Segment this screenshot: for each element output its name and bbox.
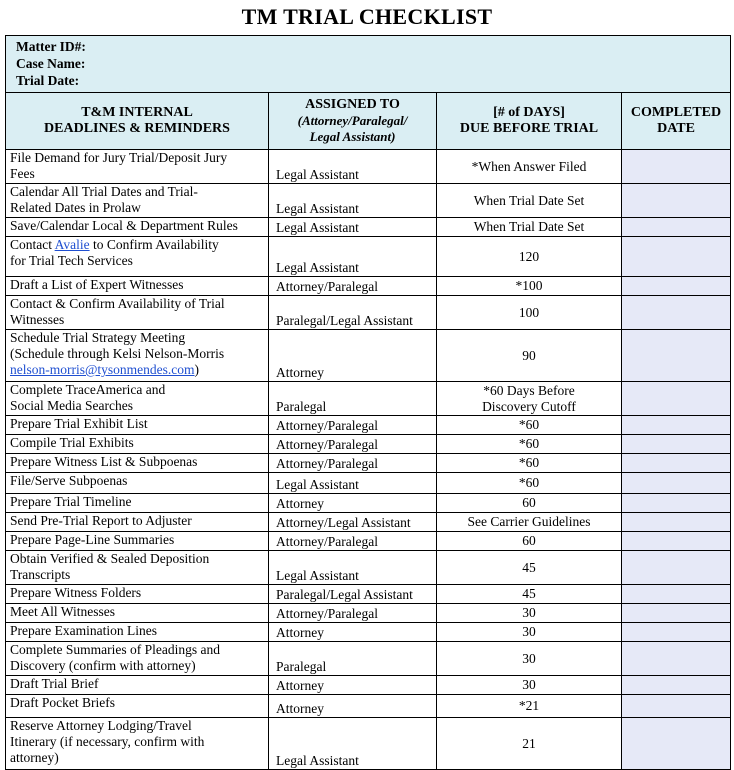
header-deadlines: T&M INTERNAL DEADLINES & REMINDERS <box>6 93 269 150</box>
task-cell <box>6 454 269 473</box>
task-cell <box>6 604 269 623</box>
completed-date-field[interactable] <box>622 237 731 277</box>
table-row <box>6 513 731 532</box>
task-cell <box>6 585 269 604</box>
days-due-cell: See Carrier Guidelines <box>437 513 622 532</box>
assigned-to-cell: Legal Assistant <box>269 551 437 585</box>
matter-id-label: Matter ID#: <box>16 39 86 54</box>
table-row <box>6 296 731 330</box>
assigned-to-cell: Paralegal <box>269 382 437 416</box>
matter-info-row <box>6 36 731 93</box>
assigned-to-cell: Legal Assistant <box>269 150 437 184</box>
assigned-to-cell: Attorney/Paralegal <box>269 416 437 435</box>
header-assigned-to: ASSIGNED TO (Attorney/Paralegal/ Legal Assistant) <box>269 93 437 150</box>
assigned-to-cell: Legal Assistant <box>269 184 437 218</box>
task-cell <box>6 676 269 695</box>
task-cell <box>6 718 269 770</box>
table-row <box>6 642 731 676</box>
case-name-label: Case Name: <box>16 56 86 71</box>
completed-date-field[interactable] <box>622 296 731 330</box>
completed-date-field[interactable] <box>622 551 731 585</box>
table-row <box>6 551 731 585</box>
table-row <box>6 150 731 184</box>
table-row <box>6 695 731 718</box>
days-due-cell: *60 Days Before Discovery Cutoff <box>437 382 622 416</box>
table-row <box>6 237 731 277</box>
task-cell <box>6 296 269 330</box>
header-days-due: [# of DAYS] DUE BEFORE TRIAL <box>437 93 622 150</box>
task-cell <box>6 473 269 494</box>
task-label: File Demand for Jury Trial/Deposit Jury <box>10 150 228 165</box>
checklist-table <box>5 35 731 770</box>
table-row <box>6 532 731 551</box>
days-due-cell: 100 <box>437 296 622 330</box>
assigned-to-cell: Attorney <box>269 330 437 382</box>
days-due-cell: *60 <box>437 435 622 454</box>
matter-info <box>6 36 731 93</box>
completed-date-field[interactable] <box>622 277 731 296</box>
task-label: Prepare Witness Folders <box>10 585 142 600</box>
completed-date-field[interactable] <box>622 513 731 532</box>
task-cell <box>6 494 269 513</box>
days-due-cell: 30 <box>437 623 622 642</box>
task-label: Social Media Searches <box>10 398 133 413</box>
table-row <box>6 184 731 218</box>
completed-date-field[interactable] <box>622 454 731 473</box>
task-cell <box>6 551 269 585</box>
task-cell <box>6 513 269 532</box>
table-row <box>6 435 731 454</box>
task-cell <box>6 532 269 551</box>
email-link[interactable]: nelson-morris@tysonmendes.com <box>10 362 195 377</box>
task-label: Send Pre-Trial Report to Adjuster <box>10 513 192 528</box>
task-cell <box>6 150 269 184</box>
trial-date-label: Trial Date: <box>16 73 80 88</box>
days-due-cell: 60 <box>437 494 622 513</box>
completed-date-field[interactable] <box>622 382 731 416</box>
days-due-cell: 45 <box>437 551 622 585</box>
days-due-cell: *60 <box>437 473 622 494</box>
table-row <box>6 473 731 494</box>
days-due-cell: When Trial Date Set <box>437 184 622 218</box>
days-due-cell: *60 <box>437 454 622 473</box>
completed-date-field[interactable] <box>622 642 731 676</box>
task-label: attorney) <box>10 750 59 765</box>
assigned-to-cell: Legal Assistant <box>269 218 437 237</box>
completed-date-field[interactable] <box>622 585 731 604</box>
task-label: Related Dates in Prolaw <box>10 200 141 215</box>
task-label: Obtain Verified & Sealed Deposition <box>10 551 210 566</box>
task-label: Prepare Page-Line Summaries <box>10 532 175 547</box>
table-row <box>6 718 731 770</box>
task-label: Prepare Trial Timeline <box>10 494 132 509</box>
task-cell <box>6 416 269 435</box>
task-label: Prepare Trial Exhibit List <box>10 416 148 431</box>
assigned-to-cell: Attorney/Paralegal <box>269 604 437 623</box>
completed-date-field[interactable] <box>622 494 731 513</box>
completed-date-field[interactable] <box>622 435 731 454</box>
days-due-cell: 30 <box>437 642 622 676</box>
assigned-to-cell: Paralegal <box>269 642 437 676</box>
task-label: Transcripts <box>10 567 71 582</box>
days-due-cell: When Trial Date Set <box>437 218 622 237</box>
table-row <box>6 416 731 435</box>
assigned-to-cell: Paralegal/Legal Assistant <box>269 585 437 604</box>
assigned-to-cell: Attorney/Paralegal <box>269 532 437 551</box>
completed-date-field[interactable] <box>622 718 731 770</box>
task-label: Save/Calendar Local & Department Rules <box>10 218 238 233</box>
completed-date-field[interactable] <box>622 150 731 184</box>
assigned-to-cell: Legal Assistant <box>269 473 437 494</box>
assigned-to-cell: Attorney/Paralegal <box>269 277 437 296</box>
completed-date-field[interactable] <box>622 184 731 218</box>
days-due-cell: *100 <box>437 277 622 296</box>
table-row <box>6 218 731 237</box>
task-cell <box>6 642 269 676</box>
task-cell <box>6 623 269 642</box>
header-row <box>6 93 731 150</box>
days-due-cell: *21 <box>437 695 622 718</box>
task-label: Contact & Confirm Availability of Trial <box>10 296 225 311</box>
checklist-rows <box>6 150 731 770</box>
task-label: Reserve Attorney Lodging/Travel <box>10 718 192 733</box>
completed-date-field[interactable] <box>622 330 731 382</box>
task-cell <box>6 695 269 718</box>
task-label: File/Serve Subpoenas <box>10 473 128 488</box>
task-cell <box>6 382 269 416</box>
task-label: Discovery (confirm with attorney) <box>10 658 196 673</box>
task-label: Meet All Witnesses <box>10 604 115 619</box>
days-due-cell: 21 <box>437 718 622 770</box>
completed-date-field[interactable] <box>622 676 731 695</box>
page-title: TM TRIAL CHECKLIST <box>241 4 493 29</box>
task-label: Prepare Witness List & Subpoenas <box>10 454 198 469</box>
task-cell <box>6 218 269 237</box>
days-due-cell: 120 <box>437 237 622 277</box>
assigned-to-cell: Attorney <box>269 494 437 513</box>
days-due-cell: *60 <box>437 416 622 435</box>
assigned-to-cell: Attorney/Legal Assistant <box>269 513 437 532</box>
table-row <box>6 623 731 642</box>
days-due-cell: *When Answer Filed <box>437 150 622 184</box>
assigned-to-cell: Attorney <box>269 623 437 642</box>
completed-date-field[interactable] <box>622 416 731 435</box>
table-row <box>6 676 731 695</box>
completed-date-field[interactable] <box>622 473 731 494</box>
task-label: Draft Trial Brief <box>10 676 99 691</box>
task-label: Calendar All Trial Dates and Trial- <box>10 184 198 199</box>
avalie-link[interactable]: Avalie <box>54 237 90 252</box>
table-row <box>6 604 731 623</box>
table-row <box>6 454 731 473</box>
completed-date-field[interactable] <box>622 532 731 551</box>
assigned-to-cell: Paralegal/Legal Assistant <box>269 296 437 330</box>
task-cell: Contact Avalie to Confirm Availability for Trial Tech Services <box>6 237 269 277</box>
table-row <box>6 494 731 513</box>
assigned-to-cell: Attorney <box>269 695 437 718</box>
completed-date-field[interactable] <box>622 604 731 623</box>
task-label: Witnesses <box>10 312 65 327</box>
task-label: Complete Summaries of Pleadings and <box>10 642 220 657</box>
completed-date-field[interactable] <box>622 623 731 642</box>
table-row <box>6 277 731 296</box>
task-label: Compile Trial Exhibits <box>10 435 134 450</box>
days-due-cell: 30 <box>437 604 622 623</box>
days-due-cell: 30 <box>437 676 622 695</box>
table-row <box>6 382 731 416</box>
task-label: Draft a List of Expert Witnesses <box>10 277 184 292</box>
table-row <box>6 585 731 604</box>
task-label: Itinerary (if necessary, confirm with <box>10 734 205 749</box>
task-label: Draft Pocket Briefs <box>10 695 115 710</box>
completed-date-field[interactable] <box>622 218 731 237</box>
table-row <box>6 330 731 382</box>
completed-date-field[interactable] <box>622 695 731 718</box>
assigned-to-cell: Attorney/Paralegal <box>269 435 437 454</box>
days-due-cell: 45 <box>437 585 622 604</box>
task-cell <box>6 435 269 454</box>
assigned-to-cell: Attorney/Paralegal <box>269 454 437 473</box>
task-cell <box>6 184 269 218</box>
task-label: Prepare Examination Lines <box>10 623 157 638</box>
task-label: Fees <box>10 166 35 181</box>
days-due-cell: 60 <box>437 532 622 551</box>
assigned-to-cell: Attorney <box>269 676 437 695</box>
header-completed-date: COMPLETED DATE <box>622 93 731 150</box>
task-cell: Schedule Trial Strategy Meeting (Schedule through Kelsi Nelson-Morris nelson-morris@tysonmendes.com) <box>6 330 269 382</box>
assigned-to-cell: Legal Assistant <box>269 718 437 770</box>
assigned-to-cell: Legal Assistant <box>269 237 437 277</box>
task-cell <box>6 277 269 296</box>
days-due-cell: 90 <box>437 330 622 382</box>
task-label: Complete TraceAmerica and <box>10 382 166 397</box>
